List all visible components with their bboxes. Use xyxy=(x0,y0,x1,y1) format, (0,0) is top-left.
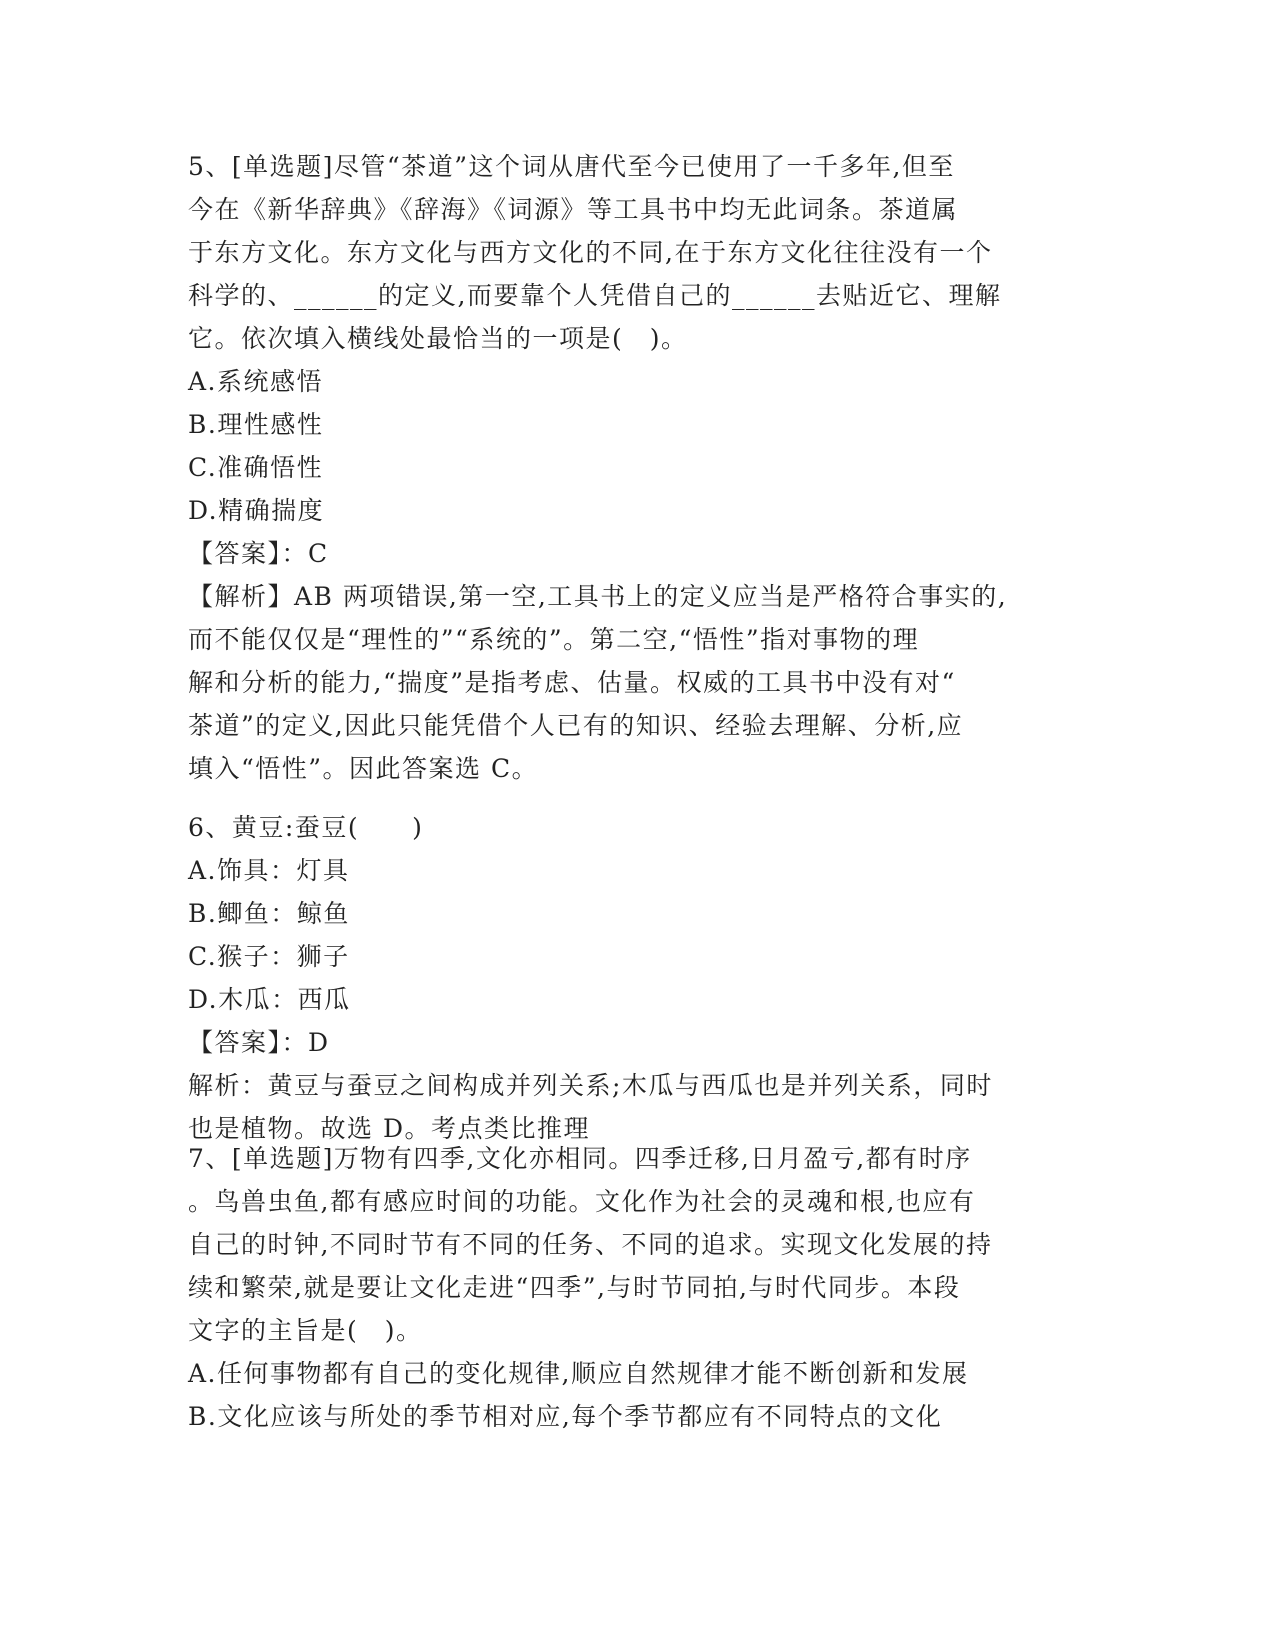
question-stem-line: 文字的主旨是( )。 xyxy=(188,1316,423,1345)
question-5 xyxy=(188,145,1068,790)
option-b: B.理性感性 xyxy=(188,410,324,439)
answer-line: 【答案】：C xyxy=(188,539,329,568)
question-stem-line: 自己的时钟,不同时节有不同的任务、不同的追求。实现文化发展的持 xyxy=(188,1230,993,1259)
question-stem-line: 于东方文化。东方文化与西方文化的不同,在于东方文化往往没有一个 xyxy=(188,238,993,267)
question-stem-line: 6、黄豆:蚕豆( ) xyxy=(188,813,424,842)
option-b: B.鲫鱼：鲸鱼 xyxy=(188,899,350,928)
analysis-line: 【解析】AB 两项错误,第一空,工具书上的定义应当是严格符合事实的, xyxy=(188,582,1008,611)
question-stem-line: 5、[单选题]尽管“茶道”这个词从唐代至今已使用了一千多年,但至 xyxy=(188,152,955,181)
option-c: C.猴子：狮子 xyxy=(188,942,350,971)
analysis-line: 填入“悟性”。因此答案选 C。 xyxy=(188,754,539,783)
analysis-line: 解和分析的能力,“揣度”是指考虑、估量。权威的工具书中没有对“ xyxy=(188,668,956,697)
question-stem-line: 7、[单选题]万物有四季,文化亦相同。四季迁移,日月盈亏,都有时序 xyxy=(188,1144,972,1173)
question-stem-line: 科学的、______的定义,而要靠个人凭借自己的______去贴近它、理解 xyxy=(188,281,1002,310)
question-stem-line: 续和繁荣,就是要让文化走进“四季”,与时节同拍,与时代同步。本段 xyxy=(188,1273,961,1302)
question-6 xyxy=(188,806,1068,1150)
question-7 xyxy=(188,1137,1068,1438)
option-a: A.饰具：灯具 xyxy=(188,856,350,885)
question-stem-line: 。鸟兽虫鱼,都有感应时间的功能。文化作为社会的灵魂和根,也应有 xyxy=(188,1187,976,1216)
option-a: A.任何事物都有自己的变化规律,顺应自然规律才能不断创新和发展 xyxy=(188,1359,969,1388)
question-stem-line: 它。依次填入横线处最恰当的一项是( )。 xyxy=(188,324,688,353)
answer-line: 【答案】：D xyxy=(188,1028,330,1057)
question-stem-line: 今在《新华辞典》《辞海》《词源》等工具书中均无此词条。茶道属 xyxy=(188,195,959,224)
option-d: D.木瓜：西瓜 xyxy=(188,985,351,1014)
analysis-line: 茶道”的定义,因此只能凭借个人已有的知识、经验去理解、分析,应 xyxy=(188,711,964,740)
option-b: B.文化应该与所处的季节相对应,每个季节都应有不同特点的文化 xyxy=(188,1402,943,1431)
analysis-line: 也是植物。故选 D。考点类比推理 xyxy=(188,1114,590,1143)
analysis-line: 解析：黄豆与蚕豆之间构成并列关系;木瓜与西瓜也是并列关系，同时 xyxy=(188,1071,993,1100)
option-a: A.系统感悟 xyxy=(188,367,324,396)
analysis-line: 而不能仅仅是“理性的”“系统的”。第二空,“悟性”指对事物的理 xyxy=(188,625,920,654)
option-d: D.精确揣度 xyxy=(188,496,325,525)
option-c: C.准确悟性 xyxy=(188,453,324,482)
